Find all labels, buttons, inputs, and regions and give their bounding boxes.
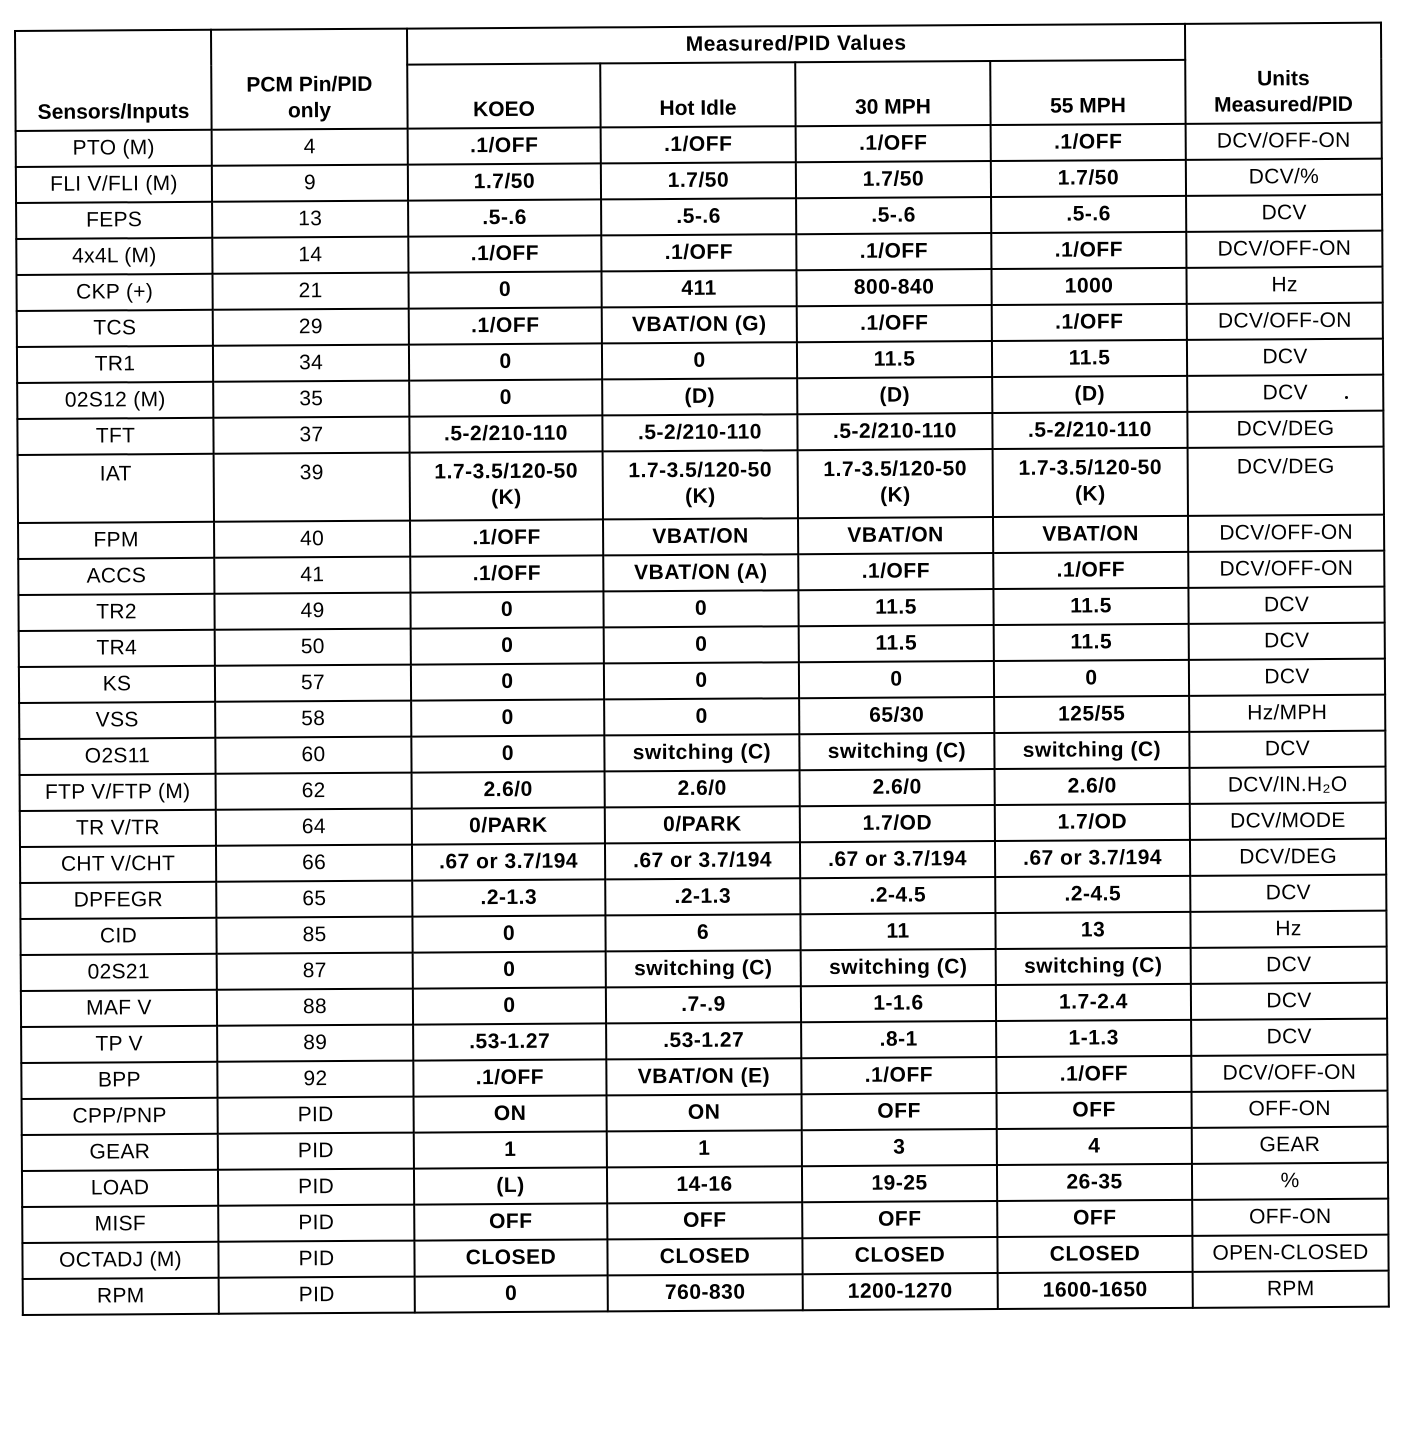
koeo-cell: 2.6/0	[412, 771, 605, 808]
koeo-cell: .5-2/210-110	[409, 415, 602, 452]
hot-idle-cell: OFF	[607, 1202, 802, 1239]
units-cell: DCV/OFF-ON	[1186, 123, 1382, 160]
header-units	[1185, 23, 1382, 124]
units-cell: DCV	[1191, 983, 1387, 1020]
sensor-cell: TFT	[17, 418, 213, 455]
koeo-cell: 0	[411, 627, 604, 664]
sensor-cell: CPP/PNP	[22, 1098, 218, 1135]
koeo-cell: .67 or 3.7/194	[412, 843, 605, 880]
hot-idle-cell: .53-1.27	[606, 1022, 801, 1059]
mph55-cell: 1.7/50	[991, 160, 1186, 197]
sensor-cell: TCS	[17, 310, 213, 347]
koeo-cell: CLOSED	[414, 1239, 607, 1276]
sensor-cell: O2S11	[19, 738, 215, 775]
mph55-cell: 1000	[991, 268, 1186, 305]
hot-idle-cell: .1/OFF	[601, 126, 796, 163]
koeo-cell: 0	[413, 951, 606, 988]
mph55-cell: OFF	[997, 1200, 1192, 1237]
koeo-cell	[410, 451, 603, 520]
mph30-cell: VBAT/ON	[798, 517, 993, 554]
koeo-cell: .1/OFF	[410, 519, 603, 556]
pin-cell: 21	[212, 273, 408, 310]
koeo-cell: .53-1.27	[413, 1023, 606, 1060]
mph55-cell: 13	[995, 912, 1190, 949]
mph55-cell: OFF	[997, 1092, 1192, 1129]
pin-cell: 49	[214, 593, 410, 630]
units-cell: DCV/OFF-ON	[1188, 515, 1384, 552]
mph30-cell: .5-2/210-110	[797, 413, 992, 450]
mph30-cell: .1/OFF	[798, 553, 993, 590]
mph55-cell: 1.7-2.4	[996, 984, 1191, 1021]
hot-idle-cell: .2-1.3	[605, 878, 800, 915]
mph30-cell: .1/OFF	[796, 233, 991, 270]
mph30-cell: 11.5	[798, 589, 993, 626]
hot-idle-cell: 1	[607, 1130, 802, 1167]
hot-idle-cell: .67 or 3.7/194	[605, 842, 800, 879]
mph55-cell: 1.7/OD	[995, 804, 1190, 841]
units-cell: OFF-ON	[1192, 1091, 1388, 1128]
mph55-cell: .5-2/210-110	[992, 412, 1187, 449]
header-pcm-pin-line1: PCM Pin/PID	[246, 72, 373, 97]
mph55-cell	[993, 448, 1188, 517]
sensor-cell: RPM	[23, 1278, 219, 1315]
sensor-cell: MISF	[22, 1206, 218, 1243]
units-cell: DCV	[1187, 375, 1383, 412]
hot-idle-cell	[603, 450, 798, 519]
koeo-cell: .1/OFF	[408, 127, 601, 164]
pin-cell: 85	[216, 917, 412, 954]
pin-cell: 29	[213, 309, 409, 346]
sensor-cell: LOAD	[22, 1170, 218, 1207]
koeo-cell: 0	[411, 699, 604, 736]
koeo-cell: 1	[414, 1131, 607, 1168]
koeo-cell-line2: (K)	[490, 485, 522, 510]
sensor-cell: IAT	[18, 454, 214, 523]
mph55-cell: .1/OFF	[991, 124, 1186, 161]
mph55-cell: .1/OFF	[996, 1056, 1191, 1093]
sensor-cell: FLI V/FLI (M)	[16, 166, 212, 203]
pin-cell: PID	[218, 1205, 414, 1242]
koeo-cell: 0	[415, 1275, 608, 1312]
table-row	[18, 447, 1384, 523]
hot-idle-cell: VBAT/ON (G)	[602, 306, 797, 343]
header-pcm-pin-line2: only	[287, 99, 332, 123]
mph30-cell: CLOSED	[802, 1237, 997, 1274]
mph55-cell: .1/OFF	[992, 304, 1187, 341]
koeo-cell: 0/PARK	[412, 807, 605, 844]
sensor-cell: CID	[20, 918, 216, 955]
mph55-cell: CLOSED	[997, 1236, 1192, 1273]
koeo-cell: .1/OFF	[410, 555, 603, 592]
hot-idle-cell: 6	[605, 914, 800, 951]
mph30-cell: .8-1	[801, 1021, 996, 1058]
hot-idle-cell: .1/OFF	[601, 234, 796, 271]
units-cell: DCV	[1189, 623, 1385, 660]
pin-cell: 88	[217, 989, 413, 1026]
mph30-cell: switching (C)	[801, 949, 996, 986]
mph30-cell: 19-25	[802, 1165, 997, 1202]
mph30-cell: 11	[800, 913, 995, 950]
hot-idle-cell: 0	[604, 698, 799, 735]
header-pcm-pin	[211, 29, 408, 130]
mph30-cell: 11.5	[799, 625, 994, 662]
mph55-cell: switching (C)	[996, 948, 1191, 985]
sensor-cell: TR4	[19, 630, 215, 667]
units-cell: DCV/OFF-ON	[1188, 551, 1384, 588]
mph30-cell: .1/OFF	[797, 305, 992, 342]
sensor-cell: FTP V/FTP (M)	[20, 774, 216, 811]
hot-idle-cell: CLOSED	[607, 1238, 802, 1275]
mph55-cell: 11.5	[992, 340, 1187, 377]
sensor-cell: 02S12 (M)	[17, 382, 213, 419]
hot-idle-cell: 411	[601, 270, 796, 307]
hot-idle-cell: .5-2/210-110	[602, 414, 797, 451]
mph30-cell: .67 or 3.7/194	[800, 841, 995, 878]
koeo-cell: .1/OFF	[413, 1059, 606, 1096]
units-cell: %	[1192, 1163, 1388, 1200]
units-cell: DCV	[1191, 1019, 1387, 1056]
sensor-cell: PTO (M)	[16, 130, 212, 167]
pin-cell: PID	[218, 1097, 414, 1134]
units-cell: OFF-ON	[1192, 1199, 1388, 1236]
mph30-cell: .5-.6	[796, 197, 991, 234]
sensor-cell: KS	[19, 666, 215, 703]
mph55-cell: 11.5	[993, 588, 1188, 625]
mph30-cell: switching (C)	[799, 733, 994, 770]
pin-cell: 62	[216, 773, 412, 810]
units-cell: DCV/MODE	[1190, 803, 1386, 840]
hot-idle-cell: switching (C)	[604, 734, 799, 771]
units-cell: Hz	[1190, 911, 1386, 948]
mph55-cell: VBAT/ON	[993, 516, 1188, 553]
table-row	[23, 1271, 1389, 1315]
pin-cell: 35	[213, 381, 409, 418]
mph55-cell: (D)	[992, 376, 1187, 413]
mph30-cell: (D)	[797, 377, 992, 414]
hot-idle-cell: 760-830	[608, 1274, 803, 1311]
units-cell: Hz	[1186, 267, 1382, 304]
sensor-cell: BPP	[21, 1062, 217, 1099]
mph55-cell: 1-1.3	[996, 1020, 1191, 1057]
koeo-cell: (L)	[414, 1167, 607, 1204]
koeo-cell: 0	[412, 915, 605, 952]
pin-cell: 66	[216, 845, 412, 882]
hot-idle-cell: 2.6/0	[605, 770, 800, 807]
mph30-cell: 0	[799, 661, 994, 698]
units-cell: RPM	[1193, 1271, 1389, 1308]
hot-idle-cell: .5-.6	[601, 198, 796, 235]
units-cell: DCV	[1191, 947, 1387, 984]
pin-cell: 57	[215, 665, 411, 702]
koeo-cell: .1/OFF	[409, 307, 602, 344]
koeo-cell: 1.7/50	[408, 163, 601, 200]
pin-cell: 37	[213, 417, 409, 454]
units-cell: DCV/OFF-ON	[1187, 303, 1383, 340]
stray-mark	[1345, 396, 1348, 399]
koeo-cell: .5-.6	[408, 199, 601, 236]
hot-idle-cell: 0	[604, 662, 799, 699]
hot-idle-cell-line1: 1.7-3.5/120-50	[628, 458, 773, 483]
mph55-cell: .67 or 3.7/194	[995, 840, 1190, 877]
sensor-cell: TR V/TR	[20, 810, 216, 847]
pin-cell: PID	[218, 1133, 414, 1170]
pid-values-table	[14, 22, 1390, 1316]
sensor-cell: TR1	[17, 346, 213, 383]
mph30-cell: 1200-1270	[803, 1273, 998, 1310]
pin-cell: PID	[219, 1277, 415, 1314]
units-cell: DCV	[1189, 659, 1385, 696]
sensor-cell: MAF V	[21, 990, 217, 1027]
mph30-cell: .2-4.5	[800, 877, 995, 914]
mph55-cell: .5-.6	[991, 196, 1186, 233]
mph30-cell-line2: (K)	[879, 483, 911, 507]
sensor-cell: GEAR	[22, 1134, 218, 1171]
mph55-cell-line2: (K)	[1074, 482, 1106, 506]
mph55-cell: switching (C)	[994, 732, 1189, 769]
sensor-cell: OCTADJ (M)	[22, 1242, 218, 1279]
pin-cell: 65	[216, 881, 412, 918]
header-units-line1: Units	[1257, 67, 1310, 91]
pin-cell: 4	[212, 129, 408, 166]
mph30-cell: .1/OFF	[801, 1057, 996, 1094]
sensor-cell: ACCS	[18, 558, 214, 595]
header-units-line2: Measured/PID	[1213, 92, 1354, 117]
hot-idle-cell-line2: (K)	[684, 484, 716, 508]
koeo-cell-line1: 1.7-3.5/120-50	[434, 459, 579, 484]
table-body	[16, 123, 1389, 1315]
mph55-cell: 0	[994, 660, 1189, 697]
mph55-cell: .2-4.5	[995, 876, 1190, 913]
sensor-cell: TR2	[18, 594, 214, 631]
koeo-cell: 0	[409, 379, 602, 416]
pin-cell: 89	[217, 1025, 413, 1062]
mph55-cell: 11.5	[994, 624, 1189, 661]
koeo-cell: OFF	[414, 1203, 607, 1240]
pin-cell: PID	[218, 1241, 414, 1278]
units-cell: GEAR	[1192, 1127, 1388, 1164]
mph30-cell	[798, 449, 993, 518]
mph30-cell: 1-1.6	[801, 985, 996, 1022]
units-cell: DCV	[1187, 339, 1383, 376]
hot-idle-cell: VBAT/ON	[603, 518, 798, 555]
mph30-cell: .1/OFF	[796, 125, 991, 162]
koeo-cell: 0	[413, 987, 606, 1024]
hot-idle-cell: 0	[602, 342, 797, 379]
units-cell: DCV/DEG	[1188, 447, 1384, 516]
hot-idle-cell: VBAT/ON (E)	[606, 1058, 801, 1095]
sensor-cell: FPM	[18, 522, 214, 559]
sensor-cell: DPFEGR	[20, 882, 216, 919]
header-measured-pid-values: Measured/PID Values	[407, 24, 1185, 65]
mph55-cell: 4	[997, 1128, 1192, 1165]
units-cell: DCV	[1189, 731, 1385, 768]
mph30-cell-line1: 1.7-3.5/120-50	[823, 457, 968, 482]
pin-cell: 14	[212, 237, 408, 274]
pin-cell: 9	[212, 165, 408, 202]
mph55-cell: 1600-1650	[998, 1272, 1193, 1309]
koeo-cell: 0	[411, 663, 604, 700]
koeo-cell: .1/OFF	[408, 235, 601, 272]
sensor-cell: CKP (+)	[16, 274, 212, 311]
mph30-cell: 1.7/OD	[800, 805, 995, 842]
mph55-cell: .1/OFF	[993, 552, 1188, 589]
sensor-cell: VSS	[19, 702, 215, 739]
pin-cell: 58	[215, 701, 411, 738]
koeo-cell: ON	[414, 1095, 607, 1132]
sensor-cell: FEPS	[16, 202, 212, 239]
pin-cell: 50	[215, 629, 411, 666]
units-cell: DCV	[1188, 587, 1384, 624]
sensor-cell: 4x4L (M)	[16, 238, 212, 275]
pin-cell: PID	[218, 1169, 414, 1206]
units-cell: DCV/IN.H₂O	[1190, 767, 1386, 804]
hot-idle-cell: ON	[607, 1094, 802, 1131]
hot-idle-cell: 14-16	[607, 1166, 802, 1203]
mph30-cell: 11.5	[797, 341, 992, 378]
units-cell: DCV/%	[1186, 159, 1382, 196]
hot-idle-cell: switching (C)	[606, 950, 801, 987]
mph30-cell: OFF	[802, 1093, 997, 1130]
mph30-cell: 1.7/50	[796, 161, 991, 198]
units-cell: DCV/OFF-ON	[1191, 1055, 1387, 1092]
units-cell: DCV/DEG	[1190, 839, 1386, 876]
units-cell: DCV/DEG	[1187, 411, 1383, 448]
mph55-cell: 2.6/0	[995, 768, 1190, 805]
pin-cell: 41	[214, 557, 410, 594]
mph30-cell: 2.6/0	[800, 769, 995, 806]
sensor-cell: 02S21	[21, 954, 217, 991]
mph55-cell: .1/OFF	[991, 232, 1186, 269]
units-cell: DCV	[1190, 875, 1386, 912]
units-cell: OPEN-CLOSED	[1192, 1235, 1388, 1272]
hot-idle-cell: 1.7/50	[601, 162, 796, 199]
sensor-cell: TP V	[21, 1026, 217, 1063]
header-55-mph: 55 MPH	[990, 60, 1185, 125]
hot-idle-cell: .7-.9	[606, 986, 801, 1023]
header-sensors-inputs: Sensors/Inputs	[15, 30, 212, 131]
mph30-cell: 3	[802, 1129, 997, 1166]
hot-idle-cell: (D)	[602, 378, 797, 415]
hot-idle-cell: 0	[604, 626, 799, 663]
pin-cell: 60	[215, 737, 411, 774]
pin-cell: 40	[214, 521, 410, 558]
hot-idle-cell: 0	[603, 590, 798, 627]
units-cell: DCV	[1186, 195, 1382, 232]
koeo-cell: .2-1.3	[412, 879, 605, 916]
mph55-cell: 125/55	[994, 696, 1189, 733]
pin-cell: 34	[213, 345, 409, 382]
header-hot-idle: Hot Idle	[600, 62, 795, 127]
pin-cell: 39	[214, 453, 410, 522]
mph30-cell: OFF	[802, 1201, 997, 1238]
pin-cell: 13	[212, 201, 408, 238]
table-header	[15, 23, 1382, 131]
mph30-cell: 65/30	[799, 697, 994, 734]
mph55-cell: 26-35	[997, 1164, 1192, 1201]
mph30-cell: 800-840	[796, 269, 991, 306]
units-cell: Hz/MPH	[1189, 695, 1385, 732]
hot-idle-cell: 0/PARK	[605, 806, 800, 843]
koeo-cell: 0	[411, 735, 604, 772]
header-koeo: KOEO	[407, 63, 600, 128]
pin-cell: 87	[217, 953, 413, 990]
pin-cell: 92	[217, 1061, 413, 1098]
mph55-cell-line1: 1.7-3.5/120-50	[1018, 455, 1163, 480]
header-30-mph: 30 MPH	[795, 61, 990, 126]
koeo-cell: 0	[409, 343, 602, 380]
units-cell: DCV/OFF-ON	[1186, 231, 1382, 268]
sensor-cell: CHT V/CHT	[20, 846, 216, 883]
koeo-cell: 0	[408, 271, 601, 308]
hot-idle-cell: VBAT/ON (A)	[603, 554, 798, 591]
pin-cell: 64	[216, 809, 412, 846]
koeo-cell: 0	[410, 591, 603, 628]
